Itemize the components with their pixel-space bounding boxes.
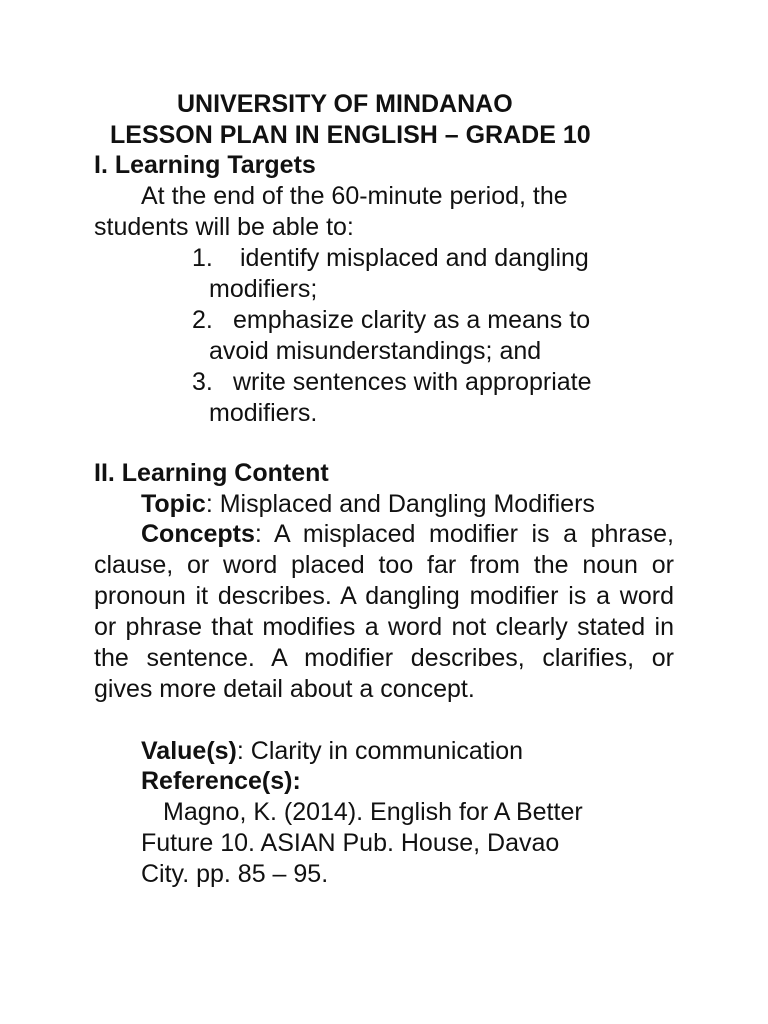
reference-line-1: Magno, K. (2014). English for A Better bbox=[163, 798, 583, 826]
target-item-1-number: 1. bbox=[192, 244, 213, 272]
section-heading-learning-content: II. Learning Content bbox=[94, 459, 329, 487]
concepts-text: : A misplaced modifier is a phrase, clause, or word placed too far from the noun or pronoun it describes. A dangling modifier is a word or phrase that modifies a word not clearly stated in the sentence. A modifier describes, clarifies, or gives more detail about a concept. bbox=[94, 520, 674, 703]
topic-text: : Misplaced and Dangling Modifiers bbox=[205, 490, 595, 518]
concepts-paragraph bbox=[94, 519, 674, 705]
target-item-1-line-1: identify misplaced and dangling bbox=[240, 244, 589, 272]
references-line bbox=[141, 766, 301, 797]
intro-text-line-1: At the end of the 60-minute period, the bbox=[141, 182, 568, 210]
references-label: Reference(s) bbox=[141, 767, 293, 795]
concepts-label: Concepts bbox=[141, 520, 255, 548]
topic-label: Topic bbox=[141, 490, 206, 518]
values-text: : Clarity in communication bbox=[236, 737, 524, 765]
section-heading-learning-targets: I. Learning Targets bbox=[94, 151, 316, 179]
values-line bbox=[141, 736, 523, 767]
target-item-3-line-1: write sentences with appropriate bbox=[233, 368, 592, 396]
reference-line-2: Future 10. ASIAN Pub. House, Davao bbox=[141, 829, 560, 857]
target-item-2-line-1: emphasize clarity as a means to bbox=[233, 306, 591, 334]
topic-line bbox=[141, 489, 595, 520]
intro-text-line-2: students will be able to: bbox=[94, 213, 354, 241]
target-item-3-number: 3. bbox=[192, 368, 213, 396]
target-item-1-line-2: modifiers; bbox=[209, 275, 318, 303]
target-item-2-number: 2. bbox=[192, 306, 213, 334]
lesson-plan-title: LESSON PLAN IN ENGLISH – GRADE 10 bbox=[110, 121, 591, 149]
target-item-2-line-2: avoid misunderstandings; and bbox=[209, 337, 542, 365]
target-item-3-line-2: modifiers. bbox=[209, 399, 318, 427]
university-title: UNIVERSITY OF MINDANAO bbox=[177, 90, 513, 118]
values-label: Value(s) bbox=[141, 737, 237, 765]
reference-line-3: City. pp. 85 – 95. bbox=[141, 860, 329, 888]
references-colon: : bbox=[292, 767, 301, 795]
